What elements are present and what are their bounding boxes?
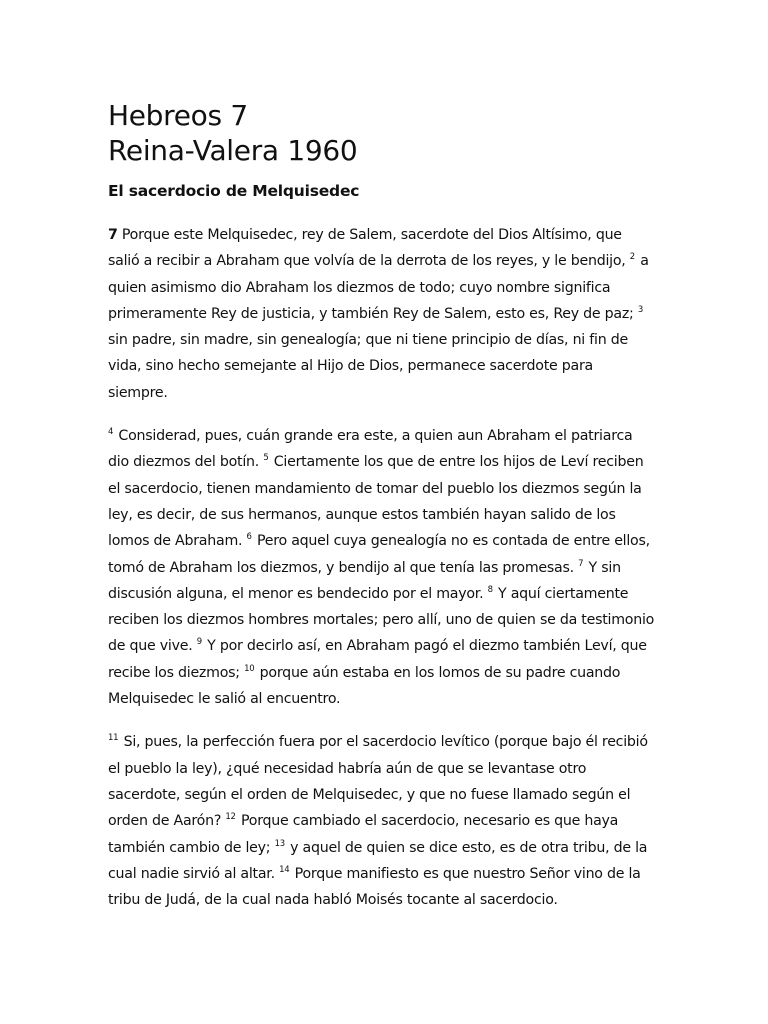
verse-number: 14 — [279, 864, 290, 875]
verse-number: 13 — [274, 838, 285, 849]
verse-text: a quien asimismo dio Abraham los diezmos de todo; cuyo nombre significa primeramente Rey de justicia, y también Rey de Salem, esto es, Rey de paz; — [108, 253, 649, 322]
verse-text: porque aún estaba en los lomos de su padre cuando Melquisedec le salió al encuentro. — [108, 664, 621, 708]
verse-text: Porque cambiado el sacerdocio, necesario es que haya también cambio de ley; — [108, 813, 619, 856]
verse-number: 9 — [196, 637, 202, 648]
document-page — [108, 98, 656, 913]
verse-number: 12 — [225, 812, 236, 823]
verse-number: 5 — [263, 453, 269, 464]
verse-text: Y por decirlo así, en Abraham pagó el diezmo también Leví, que recibe los diezmos; — [108, 638, 647, 681]
verse-text: Pero aquel cuya genealogía no es contada de entre ellos, tomó de Abraham los diezmos, y bendijo al que tenía las promesas. — [108, 533, 650, 576]
verse-number: 2 — [629, 252, 635, 263]
paragraph-2 — [108, 423, 656, 712]
verse-number: 7 — [578, 558, 584, 569]
chapter-number: 7 — [108, 227, 118, 243]
book-chapter-title: Hebreos 7 — [108, 99, 248, 132]
verse-text: Si, pues, la perfección fuera por el sacerdocio levítico (porque bajo él recibió el pueblo la ley), ¿qué necesidad habría aún de que se levantase otro sacerdote, según el orden de Melquisedec, y que no fuese llamado según el orden de Aarón? — [108, 734, 648, 830]
section-heading: El sacerdocio de Melquisedec — [108, 182, 360, 200]
verse-number: 11 — [108, 733, 119, 744]
verse-text: Y aquí ciertamente reciben los diezmos hombres mortales; pero allí, uno de quien se da testimonio de que vive. — [108, 585, 655, 655]
paragraph-3 — [108, 729, 656, 913]
bible-version-title: Reina-Valera 1960 — [108, 134, 358, 167]
verse-number: 6 — [246, 532, 252, 543]
verse-number: 4 — [108, 427, 114, 438]
verse-text: Porque manifiesto es que nuestro Señor vino de la tribu de Judá, de la cual nada habló Moisés tocante al sacerdocio. — [108, 865, 641, 909]
verse-text: Y sin discusión alguna, el menor es bendecido por el mayor. — [108, 559, 621, 602]
verse-number: 8 — [487, 584, 493, 595]
verse-text: y aquel de quien se dice esto, es de otra tribu, de la cual nadie sirvió al altar. — [108, 839, 648, 882]
paragraph-1 — [108, 222, 656, 406]
verse-text: Porque este Melquisedec, rey de Salem, sacerdote del Dios Altísimo, que salió a recibir a Abraham que volvía de la derrota de los reyes, y le bendijo, — [108, 227, 630, 270]
verse-number: 3 — [637, 304, 644, 315]
verse-number: 10 — [244, 663, 255, 674]
verse-text: sin padre, sin madre, sin genealogía; que ni tiene principio de días, ni fin de vida, sino hecho semejante al Hijo de Dios, permanece sacerdote para siempre. — [108, 332, 628, 401]
verse-text: Ciertamente los que de entre los hijos de Leví reciben el sacerdocio, tienen mandamiento de tomar del pueblo los diezmos según la ley, es decir, de sus hermanos, aunque estos también hayan salido de los lomos de Abraham. — [108, 454, 644, 550]
verse-text: Considerad, pues, cuán grande era este, a quien aun Abraham el patriarca dio diezmos del botín. — [108, 428, 633, 471]
